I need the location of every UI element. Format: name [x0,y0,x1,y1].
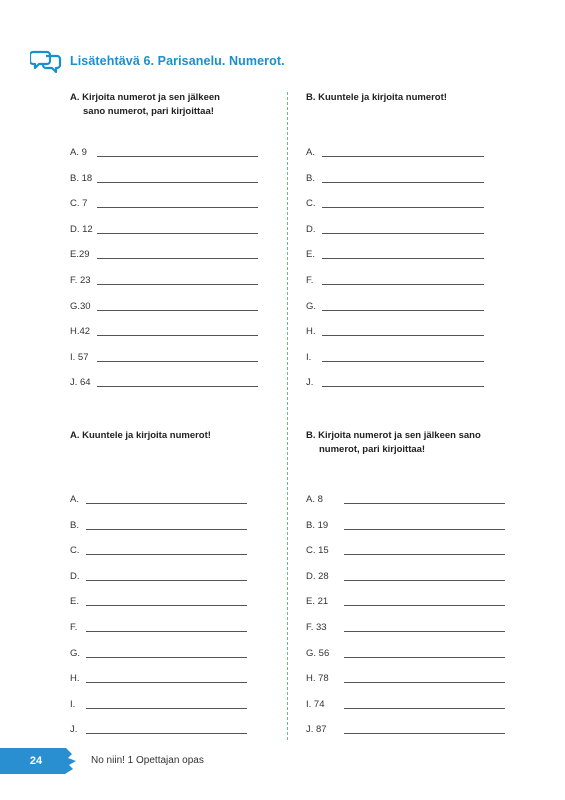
row-label: F. 33 [306,622,327,633]
answer-line[interactable] [322,207,484,208]
answer-line[interactable] [86,529,247,530]
answer-row [306,221,484,235]
row-label: I. 57 [70,351,89,363]
answer-row [70,221,258,235]
row-label: E. 21 [306,596,329,608]
answer-row [306,517,505,531]
answer-line[interactable] [322,386,484,387]
row-label: C. [306,198,316,210]
answer-row [70,593,247,607]
row-label: D. [70,570,80,582]
row-label: I. 74 [306,698,325,710]
answer-line[interactable] [97,386,258,387]
answer-row [70,246,258,260]
answer-row [306,323,484,337]
instruction-text-cont: sano numerot, pari kirjoittaa! [83,106,214,117]
answer-row [70,298,258,312]
row-label: B. 18 [70,172,93,184]
answer-line[interactable] [86,554,247,555]
instruction-letter: A. [70,92,80,103]
answer-line[interactable] [97,207,258,208]
row-label: A. [306,147,315,158]
row-label: B. 19 [306,519,329,531]
row-label: I. [70,698,76,710]
answer-row [306,619,505,633]
row-label: C. 15 [306,545,329,557]
instruction-text: Kirjoita numerot ja sen jälkeen [82,92,220,103]
answer-line[interactable] [344,554,505,555]
row-label: A. 9 [70,147,87,158]
answer-row [70,568,247,582]
answer-line[interactable] [86,631,247,632]
answer-row [70,349,258,363]
answer-row [306,491,505,505]
row-label: F. 23 [70,275,91,286]
answer-row [306,374,484,388]
row-label: H.42 [70,326,91,338]
answer-line[interactable] [97,361,258,362]
answer-line[interactable] [344,682,505,683]
answer-row [306,721,505,735]
row-label: D. [306,223,316,235]
speech-bubbles-icon [30,49,62,73]
instruction-letter: B. [306,430,316,441]
answer-line[interactable] [86,733,247,734]
answer-row [70,374,258,388]
row-label: A. 8 [306,494,323,505]
answer-line[interactable] [86,682,247,683]
answer-line[interactable] [322,361,484,362]
row-label: G. [306,300,317,312]
row-label: J. 64 [70,377,91,389]
row-label: J. [306,377,314,389]
answer-row [306,349,484,363]
row-label: D. 12 [70,223,93,235]
answer-row [70,491,247,505]
row-label: E. [70,596,79,608]
row-label: D. 28 [306,570,329,582]
answer-line[interactable] [322,258,484,259]
instruction-s1-left [70,91,270,119]
answer-row [70,195,258,209]
answer-row [306,670,505,684]
row-label: J. 87 [306,724,327,736]
column-divider [287,92,288,740]
row-label: I. [306,351,312,363]
row-label: B. [306,172,315,184]
answer-line[interactable] [97,233,258,234]
answer-line[interactable] [86,708,247,709]
row-label: H. [70,673,80,685]
instruction-s1-right [306,91,526,105]
answer-row [306,195,484,209]
answer-line[interactable] [97,284,258,285]
answer-line[interactable] [322,182,484,183]
answer-row [306,298,484,312]
row-label: J. [70,724,78,736]
row-label: C. 7 [70,198,88,210]
answer-row [70,323,258,337]
answer-row [306,246,484,260]
answer-line[interactable] [97,310,258,311]
answer-line[interactable] [344,657,505,658]
instruction-text: Kirjoita numerot ja sen jälkeen sano [318,430,481,441]
answer-row [70,645,247,659]
answer-line[interactable] [322,335,484,336]
answer-row [70,619,247,633]
page-number-tab [0,748,78,774]
answer-row [306,568,505,582]
row-label: B. [70,519,79,531]
answer-line[interactable] [344,529,505,530]
row-label: E.29 [70,249,90,261]
answer-line[interactable] [344,631,505,632]
row-label: C. [70,545,80,557]
instruction-s2-left [70,429,270,443]
answer-row [306,696,505,710]
book-title: No niin! 1 Opettajan opas [91,755,204,766]
page-title: Lisätehtävä 6. Parisanelu. Numerot. [70,54,285,68]
answer-line[interactable] [322,156,484,157]
answer-row [306,272,484,286]
row-label: F. [70,622,78,633]
row-label: E. [306,249,315,261]
answer-row [70,517,247,531]
answer-line[interactable] [86,580,247,581]
answer-row [70,272,258,286]
row-label: G. 56 [306,647,330,659]
worksheet-header [30,49,285,73]
answer-line[interactable] [97,182,258,183]
answer-line[interactable] [344,503,505,504]
row-label: A. [70,494,79,505]
answer-line[interactable] [322,310,484,311]
answer-line[interactable] [86,657,247,658]
instruction-text-cont: numerot, pari kirjoittaa! [319,444,426,455]
answer-row [306,645,505,659]
answer-row [306,144,484,158]
answer-line[interactable] [97,258,258,259]
answer-line[interactable] [322,233,484,234]
answer-row [306,593,505,607]
answer-line[interactable] [344,605,505,606]
instruction-letter: B. [306,92,316,103]
answer-row [70,542,247,556]
answer-line[interactable] [322,284,484,285]
answer-line[interactable] [97,156,258,157]
answer-row [306,170,484,184]
answer-row [70,670,247,684]
instruction-text: Kuuntele ja kirjoita numerot! [318,92,447,103]
answer-row [306,542,505,556]
answer-row [70,170,258,184]
instruction-text: Kuuntele ja kirjoita numerot! [82,430,211,441]
answer-line[interactable] [344,733,505,734]
page-number: 24 [29,755,43,767]
answer-row [70,144,258,158]
answer-line[interactable] [97,335,258,336]
answer-line[interactable] [344,708,505,709]
row-label: G.30 [70,300,91,312]
answer-line[interactable] [86,605,247,606]
instruction-s2-right [306,429,526,457]
answer-line[interactable] [86,503,247,504]
row-label: H. 78 [306,673,329,685]
row-label: F. [306,275,314,286]
answer-row [70,696,247,710]
instruction-letter: A. [70,430,80,441]
answer-line[interactable] [344,580,505,581]
row-label: H. [306,326,316,338]
answer-row [70,721,247,735]
row-label: G. [70,647,81,659]
